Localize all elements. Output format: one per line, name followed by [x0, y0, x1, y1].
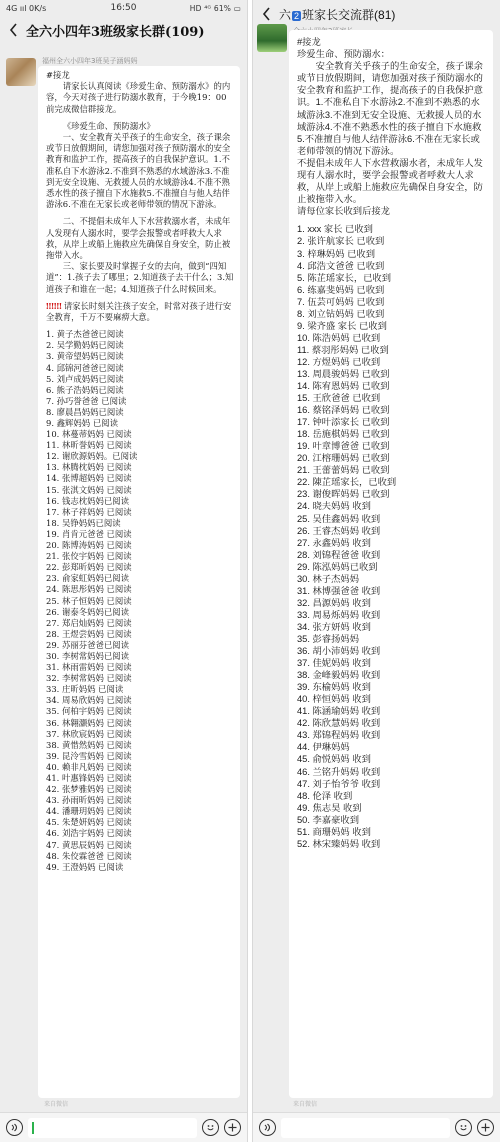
reply-list-item: 11. 蔡羽彤妈妈 已收到 — [297, 344, 389, 355]
reply-list-item: 47. 刘子怡爷爷 收到 — [297, 778, 381, 789]
reply-list-item: 2. 吴学勤妈妈已阅读 — [46, 340, 124, 351]
message-input[interactable] — [28, 1118, 197, 1138]
reply-list-item: 7. 伍芸可妈妈 已收到 — [297, 296, 385, 307]
chat-title-rest: 班家长交流群(81) — [302, 7, 396, 22]
reply-list-item: 43. 郑锦程妈妈 收到 — [297, 730, 381, 741]
reply-list-item: 20. 江榕珊妈妈 已收到 — [297, 453, 390, 464]
reply-list-item: 6. 练嘉斐妈妈 已收到 — [297, 284, 385, 295]
reply-list-item: 48. 朱佼霖爸爸 已阅读 — [46, 850, 132, 861]
source-tag: 来自微信 — [44, 1101, 69, 1108]
reply-list-item: 3. 黄帝望妈妈已阅读 — [46, 351, 124, 362]
reply-list-item: 46. 兰铭升妈妈 收到 — [297, 766, 381, 777]
reply-list-item: 34. 周易欣妈妈 已阅读 — [46, 695, 132, 706]
reply-list-item: 25. 吴佳鑫妈妈 收到 — [297, 513, 381, 524]
reply-list-item: 44. 伊琳妈妈 — [297, 742, 350, 753]
reply-list-item: 3. 梓琳妈妈 已收到 — [297, 248, 375, 259]
reply-list-item: 24. 陈思彤妈妈 已阅读 — [46, 584, 132, 595]
reply-list-item: 18. 岳施棋妈妈 已收到 — [297, 429, 390, 440]
chat-title — [279, 6, 395, 23]
title-number-badge: 2 — [294, 10, 300, 21]
reply-list-item: 37. 佳妮妈妈 收到 — [297, 658, 371, 669]
input-bar — [0, 1112, 247, 1142]
message-paragraph: 三、家长要及时掌握子女的去向，做到“四知道”：1.孩子去了哪里；2.知道孩子去干什么；3.知道孩子和谁在一起；4.知道孩子什么时候回来。 — [46, 261, 234, 294]
status-bar — [0, 0, 247, 16]
reply-list-item: 35. 彭睿扬妈妈 — [297, 634, 359, 644]
reply-list-item: 40. 赖非凡妈妈 已阅读 — [46, 761, 132, 772]
reply-list-item: 29. 陈泓妈妈已收到 — [297, 561, 378, 572]
reply-list-item: 35. 何柏宇妈妈 已阅读 — [46, 706, 132, 717]
message-tag: #接龙 — [297, 37, 321, 47]
reply-list-item: 32. 李树常妈妈 已阅读 — [46, 673, 132, 684]
reply-list-item: 33. 庄昕妈妈 已阅读 — [46, 684, 124, 695]
back-arrow-icon[interactable] — [6, 23, 20, 37]
reply-list-item: 16. 蔡铭泽妈妈 已收到 — [297, 405, 390, 416]
chat-header — [253, 0, 500, 28]
reply-list-item: 5. 刘卢成妈妈已阅读 — [46, 373, 124, 384]
reply-list-item: 25. 林子恒妈妈 已阅读 — [46, 595, 132, 606]
reply-list-item: 31. 林博强爸爸 收到 — [297, 585, 381, 596]
reply-list-item: 22. 陳芷瑶家长，已收到 — [297, 477, 397, 488]
plus-icon[interactable] — [224, 1119, 241, 1136]
reply-list-item: 19. 叶章博爸爸 已收到 — [297, 441, 390, 452]
reply-list-item: 5. 陈芷瑶家长，已收到 — [297, 272, 392, 283]
reply-list-item: 22. 彭郑昕妈妈 已阅读 — [46, 562, 132, 573]
reply-list-item: 39. 昆泠雪妈妈 已阅读 — [46, 750, 132, 761]
reply-list-item: 10. 陈浩妈妈 已收到 — [297, 332, 381, 343]
reply-list-item: 31. 林雨雷妈妈 已阅读 — [46, 662, 132, 673]
reply-list-item: 49. 焦志昊 收到 — [297, 802, 362, 813]
reply-list-item: 36. 胡小沛妈妈 收到 — [297, 646, 381, 657]
emoji-icon[interactable] — [202, 1119, 219, 1136]
message-input[interactable] — [281, 1118, 450, 1138]
reply-list-item: 46. 刘浩宇妈妈 已阅读 — [46, 828, 132, 839]
reply-list-item: 4. 邱锦河爸爸已阅读 — [46, 362, 124, 373]
reply-list-item: 8. 刘立钻妈妈 已收到 — [297, 308, 385, 319]
carrier-signal: 4G ııl 0K/s — [6, 3, 47, 13]
reply-list-item: 27. 永鑫妈妈 收到 — [297, 537, 371, 548]
message-paragraph: 不提倡未成年人下水营救溺水者，未成年人发现有人溺水时，要学会报警或者呼救大人求救，从岸上或船上施救应先确保自身安全，防止被拖带入水。 — [297, 157, 483, 205]
reply-list-item: 21. 王蕾蕾妈妈 已收到 — [297, 465, 390, 476]
avatar[interactable] — [257, 24, 287, 52]
reply-list-item: 17. 钟叶添家长 已收到 — [297, 417, 390, 428]
reply-list-item: 15. 张淇文妈妈 已阅读 — [46, 484, 132, 495]
reply-list-item: 16. 钱志枕妈妈已阅读 — [46, 495, 129, 506]
reply-list-item: 20. 陈博涛妈妈 已阅读 — [46, 540, 132, 551]
status-indicators: HD ⁴ᴳ 61% ▭ — [189, 3, 241, 13]
avatar[interactable] — [6, 58, 36, 86]
reply-list-item: 30. 林子杰妈妈 — [297, 573, 359, 584]
reply-list-item: 45. 朱楚妍妈妈 已阅读 — [46, 817, 132, 828]
reply-list-item: 2. 张许航家长 已收到 — [297, 236, 385, 247]
reply-list-item: 37. 林欣宸妈妈 已阅读 — [46, 728, 132, 739]
reply-list-item: 51. 商珊妈妈 收到 — [297, 826, 371, 837]
reply-list-item: 15. 王欣爸爸 已收到 — [297, 393, 381, 404]
left-chat-screen — [0, 0, 248, 1142]
message-instruction: 请每位家长收到后接龙 — [297, 206, 390, 217]
text-caret — [32, 1122, 34, 1134]
reply-list-item: 44. 潘珊玥妈妈 已阅读 — [46, 806, 132, 817]
reply-list-item: 8. 廖晨昌妈妈已阅读 — [46, 406, 124, 417]
reply-list-item: 27. 郑启灿妈妈 已阅读 — [46, 617, 132, 628]
message-paragraph: 一、安全教育关乎孩子的生命安全，孩子课余或节日放假期间，请您加强对孩子预防溺水的安全教育和监护工作，提高孩子的自我保护意识。1.不准私自下水游泳2.不准到不熟悉的水域游泳3.不准到无安全设施、无救援人员的水域游泳4.不准不熟悉水性的孩子擅自下水施救5.不准擅自与他人结伴游泳6.不准在无家长或老师带领的情况下游泳。 — [46, 132, 231, 210]
emoji-icon[interactable] — [455, 1119, 472, 1136]
reply-list-item: 47. 黄思辰妈妈 已阅读 — [46, 839, 132, 850]
reply-list-item: 23. 谢俊晖妈妈 已收到 — [297, 489, 390, 500]
reply-list-item: 7. 孙巧誉爸爸 已阅读 — [46, 395, 127, 406]
reply-list-item: 19. 肖肯元爸爸 已阅读 — [46, 528, 132, 539]
reply-list-item: 50. 李嘉豪收到 — [297, 814, 359, 825]
reply-list-item: 26. 王睿杰妈妈 收到 — [297, 525, 381, 536]
reply-list-item: 36. 林翱灏妈妈 已阅读 — [46, 717, 132, 728]
reply-list-item: 1. 黄子杰爸爸已阅读 — [46, 329, 124, 340]
reply-list-item: 34. 张方妍妈 收到 — [297, 621, 371, 632]
reply-list-item: 21. 张佼宇妈妈 已阅读 — [46, 551, 132, 562]
reply-list-item: 49. 王澄妈妈 已阅读 — [46, 861, 124, 872]
message-tag: #接龙 — [46, 70, 70, 80]
reply-list-item: 26. 谢泰冬妈妈已阅读 — [46, 606, 129, 617]
reply-list-item: 33. 周易烁妈妈 收到 — [297, 609, 381, 620]
message-paragraph: 二、不提倡未成年人下水营救溺水者，未成年人发现有人溺水时，要学会报警或者呼救大人求救，从岸上或船上施救应先确保自身安全，防止被拖带入水。 — [46, 216, 231, 261]
reply-list-item: 43. 孙雨昕妈妈 已阅读 — [46, 795, 132, 806]
message-heading: 珍爱生命、预防溺水： — [297, 49, 390, 60]
reply-list-item: 12. 方煜妈妈 已收到 — [297, 356, 381, 367]
chat-header — [0, 16, 247, 44]
message-list[interactable] — [0, 44, 247, 1112]
input-bar — [253, 1112, 500, 1142]
message-intro: 请家长认真阅读《珍爱生命、预防溺水》的内容，今天对孩子进行防溺水教育，于今晚19：00前完成微信群接龙。 — [46, 81, 231, 114]
message-bubble[interactable] — [289, 30, 493, 1098]
reply-list-item: 42. 张梦雅妈妈 已阅读 — [46, 784, 132, 795]
reply-list-item: 38. 黄惜然妈妈 已阅读 — [46, 739, 132, 750]
reply-list — [297, 223, 487, 849]
reply-list-item: 9. 鑫辉妈妈 已阅读 — [46, 418, 118, 429]
reply-list-item: 13. 周晨骏妈妈 已收到 — [297, 368, 390, 379]
reply-list-item: 23. 俞家虹妈妈已阅读 — [46, 573, 129, 584]
status-time: 16:50 — [110, 3, 137, 13]
message-heading: 《珍爱生命、预防溺水》 — [62, 120, 155, 131]
reply-list-item: 42. 陈欣慧妈妈 收到 — [297, 718, 381, 729]
warning-paragraph — [46, 301, 234, 323]
reply-list-item: 6. 熊子浩妈妈已阅读 — [46, 384, 124, 395]
warning-text: 请家长时刻关注孩子安全，时常对孩子进行安全教育，千万不要麻痹大意。 — [46, 300, 232, 323]
reply-list-item: 11. 林昕誉妈妈 已阅读 — [46, 440, 132, 451]
message-bubble[interactable] — [38, 66, 240, 1098]
reply-list-item: 4. 邱浩文爸爸 已收到 — [297, 260, 385, 271]
reply-list-item: 10. 林蔓蒂妈妈 已阅读 — [46, 429, 132, 440]
plus-icon[interactable] — [477, 1119, 494, 1136]
reply-list-item: 30. 李树常妈妈已阅读 — [46, 650, 129, 661]
message-paragraph: 安全教育关乎孩子的生命安全，孩子课余或节日放假期间，请您加强对孩子预防溺水的安全教育和监护工作，提高孩子的自我保护意识。1.不准私自下水游泳2.不准到不熟悉的水域游泳3.不准到无安全设施、无救援人员的水域游泳4.不准不熟悉水性的孩子擅自下水施救5.不准擅自与他人结伴游泳6.不准在无家长或老师带领的情况下游泳。 — [297, 61, 483, 156]
reply-list-item: 9. 梁齐盛 家长 已收到 — [297, 320, 387, 331]
voice-icon[interactable] — [259, 1119, 276, 1136]
warning-icon: ‼‼‼ — [46, 300, 62, 311]
reply-list-item: 41. 陈涵瑜妈妈 收到 — [297, 706, 381, 717]
reply-list-item: 41. 叶惠锋妈妈 已阅读 — [46, 773, 132, 784]
reply-list-item: 40. 梓恒妈妈 收到 — [297, 694, 371, 705]
reply-list-item: 14. 陈宥恩妈妈 已收到 — [297, 381, 390, 392]
reply-list-item: 17. 林子祥妈妈 已阅读 — [46, 506, 132, 517]
reply-list-item: 24. 晓夫妈妈 收到 — [297, 501, 371, 512]
reply-list-item: 32. 昌源妈妈 收到 — [297, 597, 371, 608]
message-list[interactable] — [253, 30, 500, 1112]
source-tag: 来自微信 — [293, 1101, 318, 1108]
reply-list-item: 39. 东榆妈妈 收到 — [297, 682, 371, 693]
reply-list-item: 28. 王煜尝妈妈 已阅读 — [46, 628, 132, 639]
reply-list-item: 12. 谢欣源妈妈。已阅读 — [46, 451, 138, 462]
reply-list-item: 29. 苏丽芬爸爸已阅读 — [46, 639, 129, 650]
reply-list-item: 38. 金峰毅妈妈 收到 — [297, 670, 381, 681]
reply-list-item: 13. 林腾枕妈妈 已阅读 — [46, 462, 132, 473]
reply-list-item: 45. 俞悦妈妈 收到 — [297, 754, 371, 765]
reply-list-item: 28. 刘锦程爸爸 收到 — [297, 549, 381, 560]
reply-list-item: 18. 吴铮妈妈已阅读 — [46, 517, 121, 528]
chat-title-prefix: 六 — [279, 7, 292, 22]
reply-list-item: 52. 林宋臻妈妈 收到 — [297, 838, 381, 849]
right-chat-screen — [252, 0, 500, 1142]
reply-list-item: 1. xxx 家长 已收到 — [297, 224, 373, 235]
sender-name: 福州全六小四年3班吴子涵妈妈 — [42, 57, 138, 65]
back-arrow-icon[interactable] — [259, 7, 273, 21]
chat-title: 全六小四年3班级家长群(109) — [26, 24, 205, 40]
reply-list-item: 48. 伦泽 收到 — [297, 790, 353, 801]
reply-list — [46, 329, 234, 873]
voice-icon[interactable] — [6, 1119, 23, 1136]
reply-list-item: 14. 张博超妈妈 已阅读 — [46, 473, 132, 484]
